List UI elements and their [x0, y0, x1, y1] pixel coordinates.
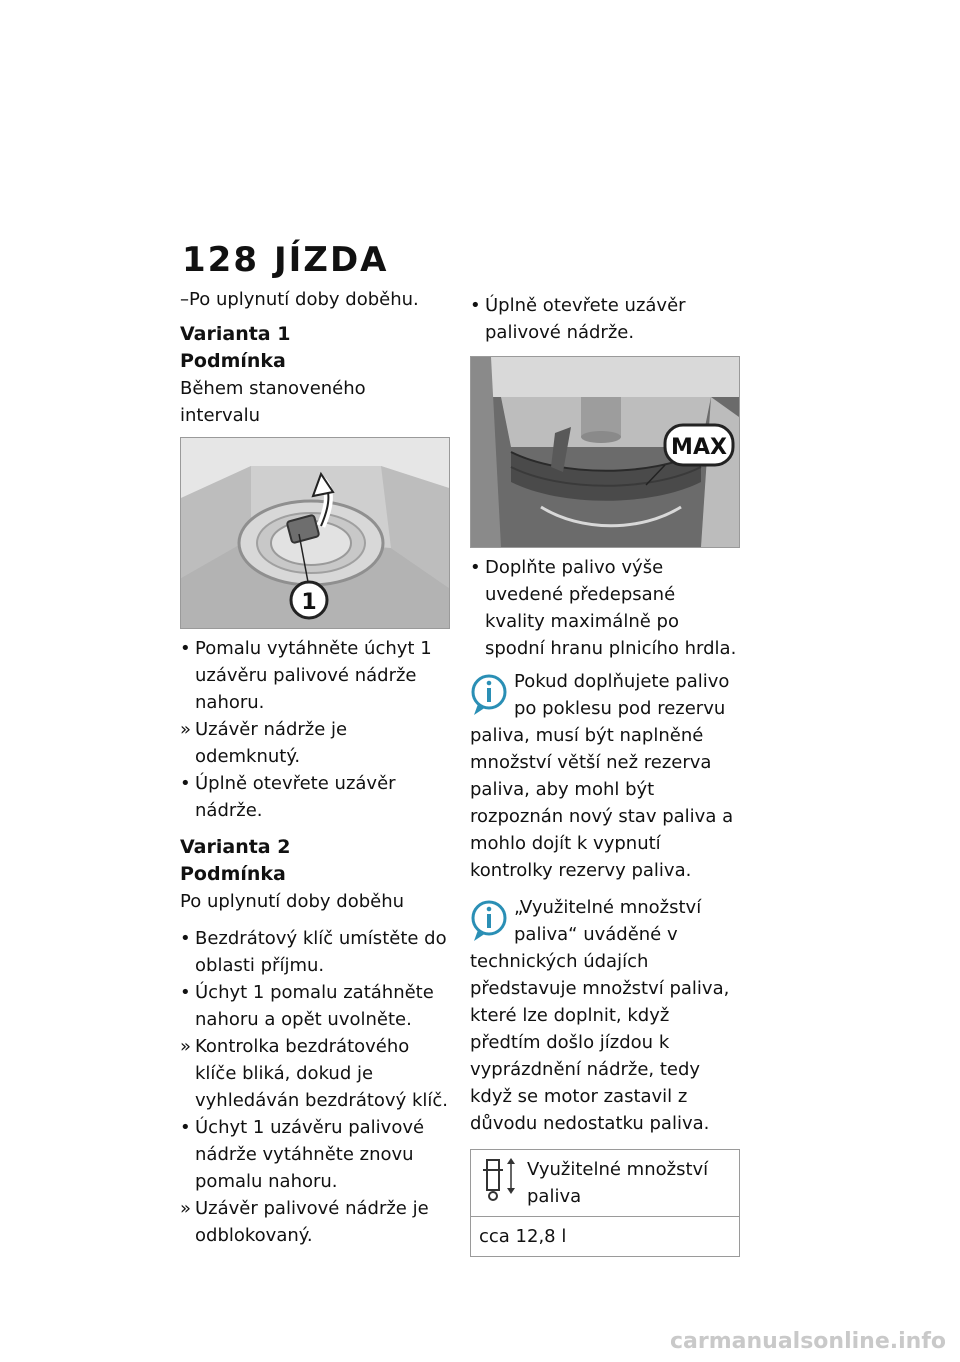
v2-step-5: » Uzávěr palivové nádrže je odblokovaný. — [180, 1198, 429, 1246]
v2-step-3: » Kontrolka bezdrátového klíče bliká, dokud je vyhledáván bezdrátový klíč. — [180, 1036, 449, 1111]
v1-step-2: » Uzávěr nádrže je odemknutý. — [180, 719, 348, 767]
fuel-cap-figure — [180, 437, 450, 629]
v2-step-1: • Bezdrátový klíč umístěte do oblasti příjmu. — [180, 928, 447, 976]
variant1-title: Varianta 1 — [180, 323, 291, 345]
step-open-cap: • Úplně otevřete uzávěr palivové nádrže. — [470, 295, 686, 343]
v2-step-4: • Úchyt 1 uzávěru palivové nádrže vytáhněte znovu pomalu nahoru. — [180, 1117, 425, 1192]
variant1-condition-text: Během stanoveného intervalu — [180, 378, 366, 426]
fuel-capacity-table — [470, 1149, 740, 1257]
info-note-2-text: „Využitelné množství paliva“ uváděné v technických údajích představuje množství paliva, které lze doplnit, když předtím došlo jízdou k vyprázdnění nádrže, tedy když se motor zastavil z důvodu nedostatku paliva. — [470, 897, 730, 1134]
v1-step-3: • Úplně otevřete uzávěr nádrže. — [180, 773, 396, 821]
v1-step-1: • Pomalu vytáhněte úchyt 1 uzávěru palivové nádrže nahoru. — [180, 638, 432, 713]
figure1-callout: 1 — [301, 590, 317, 615]
section-title: JÍZDA — [274, 240, 389, 280]
page-header — [182, 240, 389, 280]
left-column — [180, 286, 450, 1249]
fuel-capacity-icon — [479, 1156, 519, 1202]
spec-label: Využitelné množství paliva — [527, 1159, 709, 1207]
fuel-cap-illustration — [181, 438, 449, 628]
right-column — [470, 292, 740, 1257]
info-icon — [470, 672, 508, 716]
variant1-condition-label: Podmínka — [180, 350, 286, 372]
step-fill-fuel: • Doplňte palivo výše uvedené předepsané kvality maximálně po spodní hranu plnicího hrdla. — [470, 557, 737, 659]
spec-label-cell — [471, 1150, 740, 1217]
v2-step-2: • Úchyt 1 pomalu zatáhněte nahoru a opět uvolněte. — [180, 982, 434, 1030]
watermark: carmanualsonline.info — [670, 1329, 946, 1354]
spec-value-cell — [471, 1217, 740, 1257]
info-note-1-text: Pokud doplňujete palivo po poklesu pod rezervu paliva, musí být naplněné množství větší než rezerva paliva, aby mohl být rozpoznán nový stav paliva a mohlo dojít k vypnutí kontrolky rezervy paliva. — [470, 671, 734, 881]
info-note-2 — [470, 894, 740, 1137]
info-note-1 — [470, 668, 740, 884]
variant2-title: Varianta 2 — [180, 836, 291, 858]
info-icon — [470, 898, 508, 942]
fuel-level-figure — [470, 356, 740, 548]
fuel-filler-illustration — [471, 357, 739, 547]
spec-value: cca 12,8 l — [479, 1226, 567, 1247]
variant2-condition-label: Podmínka — [180, 863, 286, 885]
intro-dash-line: –Po uplynutí doby doběhu. — [180, 289, 419, 310]
max-label: MAX — [671, 435, 727, 460]
variant2-condition-text: Po uplynutí doby doběhu — [180, 891, 405, 912]
page-number: 128 — [182, 240, 259, 280]
